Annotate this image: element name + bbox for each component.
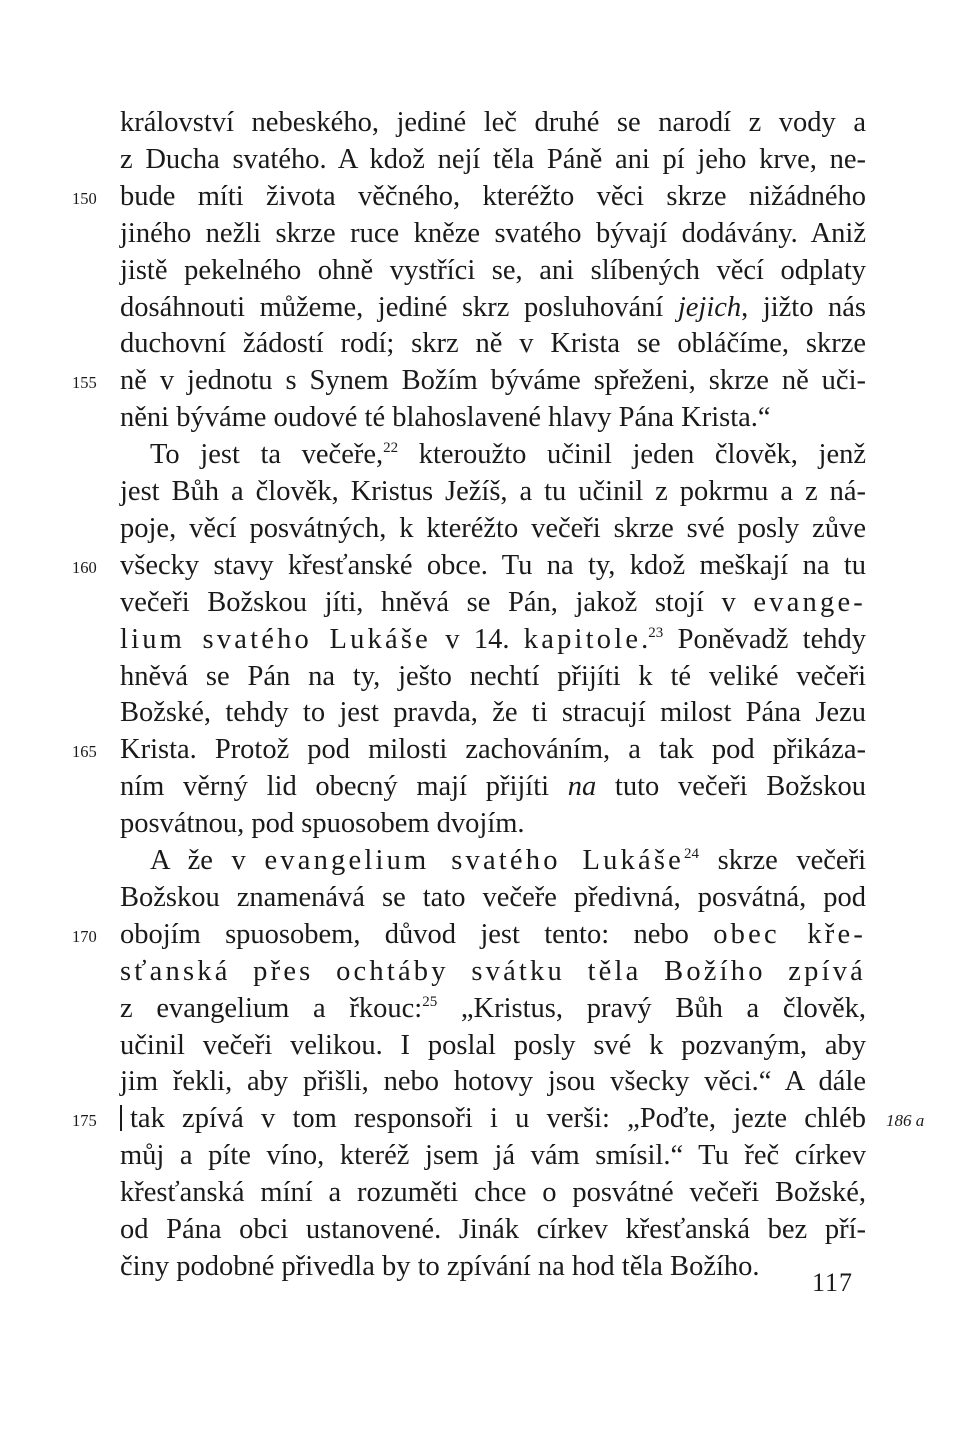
text-line: posvátnou, pod spuosobem dvojím. [120,808,525,839]
margin-note: 186 a [886,1111,925,1130]
text-line: můj a píte víno, kteréž jsem já vám smísil.“ Tu řeč církev [120,1140,866,1171]
line-number: 160 [72,558,97,577]
text-line: království nebeského, jediné leč druhé se narodí z vody a [120,107,866,138]
line-number: 170 [72,927,97,946]
text-line: Božské, tehdy to jest pravda, že ti stracují milost Pána Jezu [120,697,866,728]
text-line: něni býváme oudové té blahoslavené hlavy Pána Krista.“ [120,402,771,433]
text-line: poje, věcí posvátných, k kteréžto večeři skrze své posly zůve [120,513,866,544]
line-number: 165 [72,742,97,761]
text-line: tak zpívá v tom responsoři i u verši: „Poďte, jezte chléb [120,1099,866,1139]
text-line: od Pána obci ustanovené. Jinák církev křesťanská bez pří- [120,1214,866,1245]
text-line: ně v jednotu s Synem Božím býváme spřeženi, skrze ně uči- [120,365,866,396]
text-line: křesťanská míní a rozuměti chce o posvátné večeři Božské, [120,1177,866,1208]
text-line: z evangelium a řkouc:$^{25}$ „Kristus, pravý Bůh a člověk, [120,993,867,1024]
line-number: 150 [72,189,97,208]
text-line: obojím spuosobem, důvod jest tento: nebo obec kře- [120,919,867,950]
text-line: To jest ta večeře,$^{22}$ kteroužto učinil jeden člověk, jenž [150,439,866,470]
text-line: z Ducha svatého. A kdož nejí těla Páně ani pí jeho krve, ne- [120,144,866,175]
text-line: jim řekli, aby přišli, nebo hotovy jsou všecky věci.“ A dále [120,1066,866,1097]
page-number: 117 [812,1268,854,1297]
text-line: bude míti života věčného, kteréžto věci skrze nižádného [120,181,866,212]
text-line: A že v evangelium svatého Lukáše$^{24}$ skrze večeři [150,845,866,876]
text-line: dosáhnouti můžeme, jediné skrz posluhování jejich, jižto nás [120,292,866,323]
line-number: 175 [72,1111,97,1130]
text-line: sťanská přes ochtáby svátku těla Božího zpívá [120,956,866,987]
text-line: učinil večeři velikou. I poslal posly své k pozvaným, aby [120,1030,866,1061]
text-line: večeři Božskou jíti, hněvá se Pán, jakož stojí v evange- [120,587,866,618]
text-line: ním věrný lid obecný mají přijíti na tuto večeři Božskou [120,771,866,802]
text-line: hněvá se Pán na ty, ješto nechtí přijíti k té veliké večeři [120,661,866,692]
text-line: činy podobné přivedla by to zpívání na hod těla Božího. [120,1251,760,1282]
text-line: jest Bůh a člověk, Kristus Ježíš, a tu učinil z pokrmu a z ná- [120,476,866,507]
text-line: všecky stavy křesťanské obce. Tu na ty, kdož meškají na tu [120,550,866,581]
line-number: 155 [72,373,97,392]
text-line: lium svatého Lukáše v 14. kapitole.$^{23}$ Poněvadž tehdy [120,624,866,655]
text-line: Krista. Protož pod milosti zachováním, a tak pod přikáza- [120,734,866,765]
text-line: jistě pekelného ohně vystříci se, ani slíbených věcí odplaty [120,255,866,286]
text-line: jiného nežli skrze ruce kněze svatého bývají dodávány. Aniž [120,218,866,249]
text-line: duchovní žádostí rodí; skrz ně v Krista se obláčíme, skrze [120,328,866,359]
text-line: Božskou znamenává se tato večeře předivná, posvátná, pod [120,882,866,913]
